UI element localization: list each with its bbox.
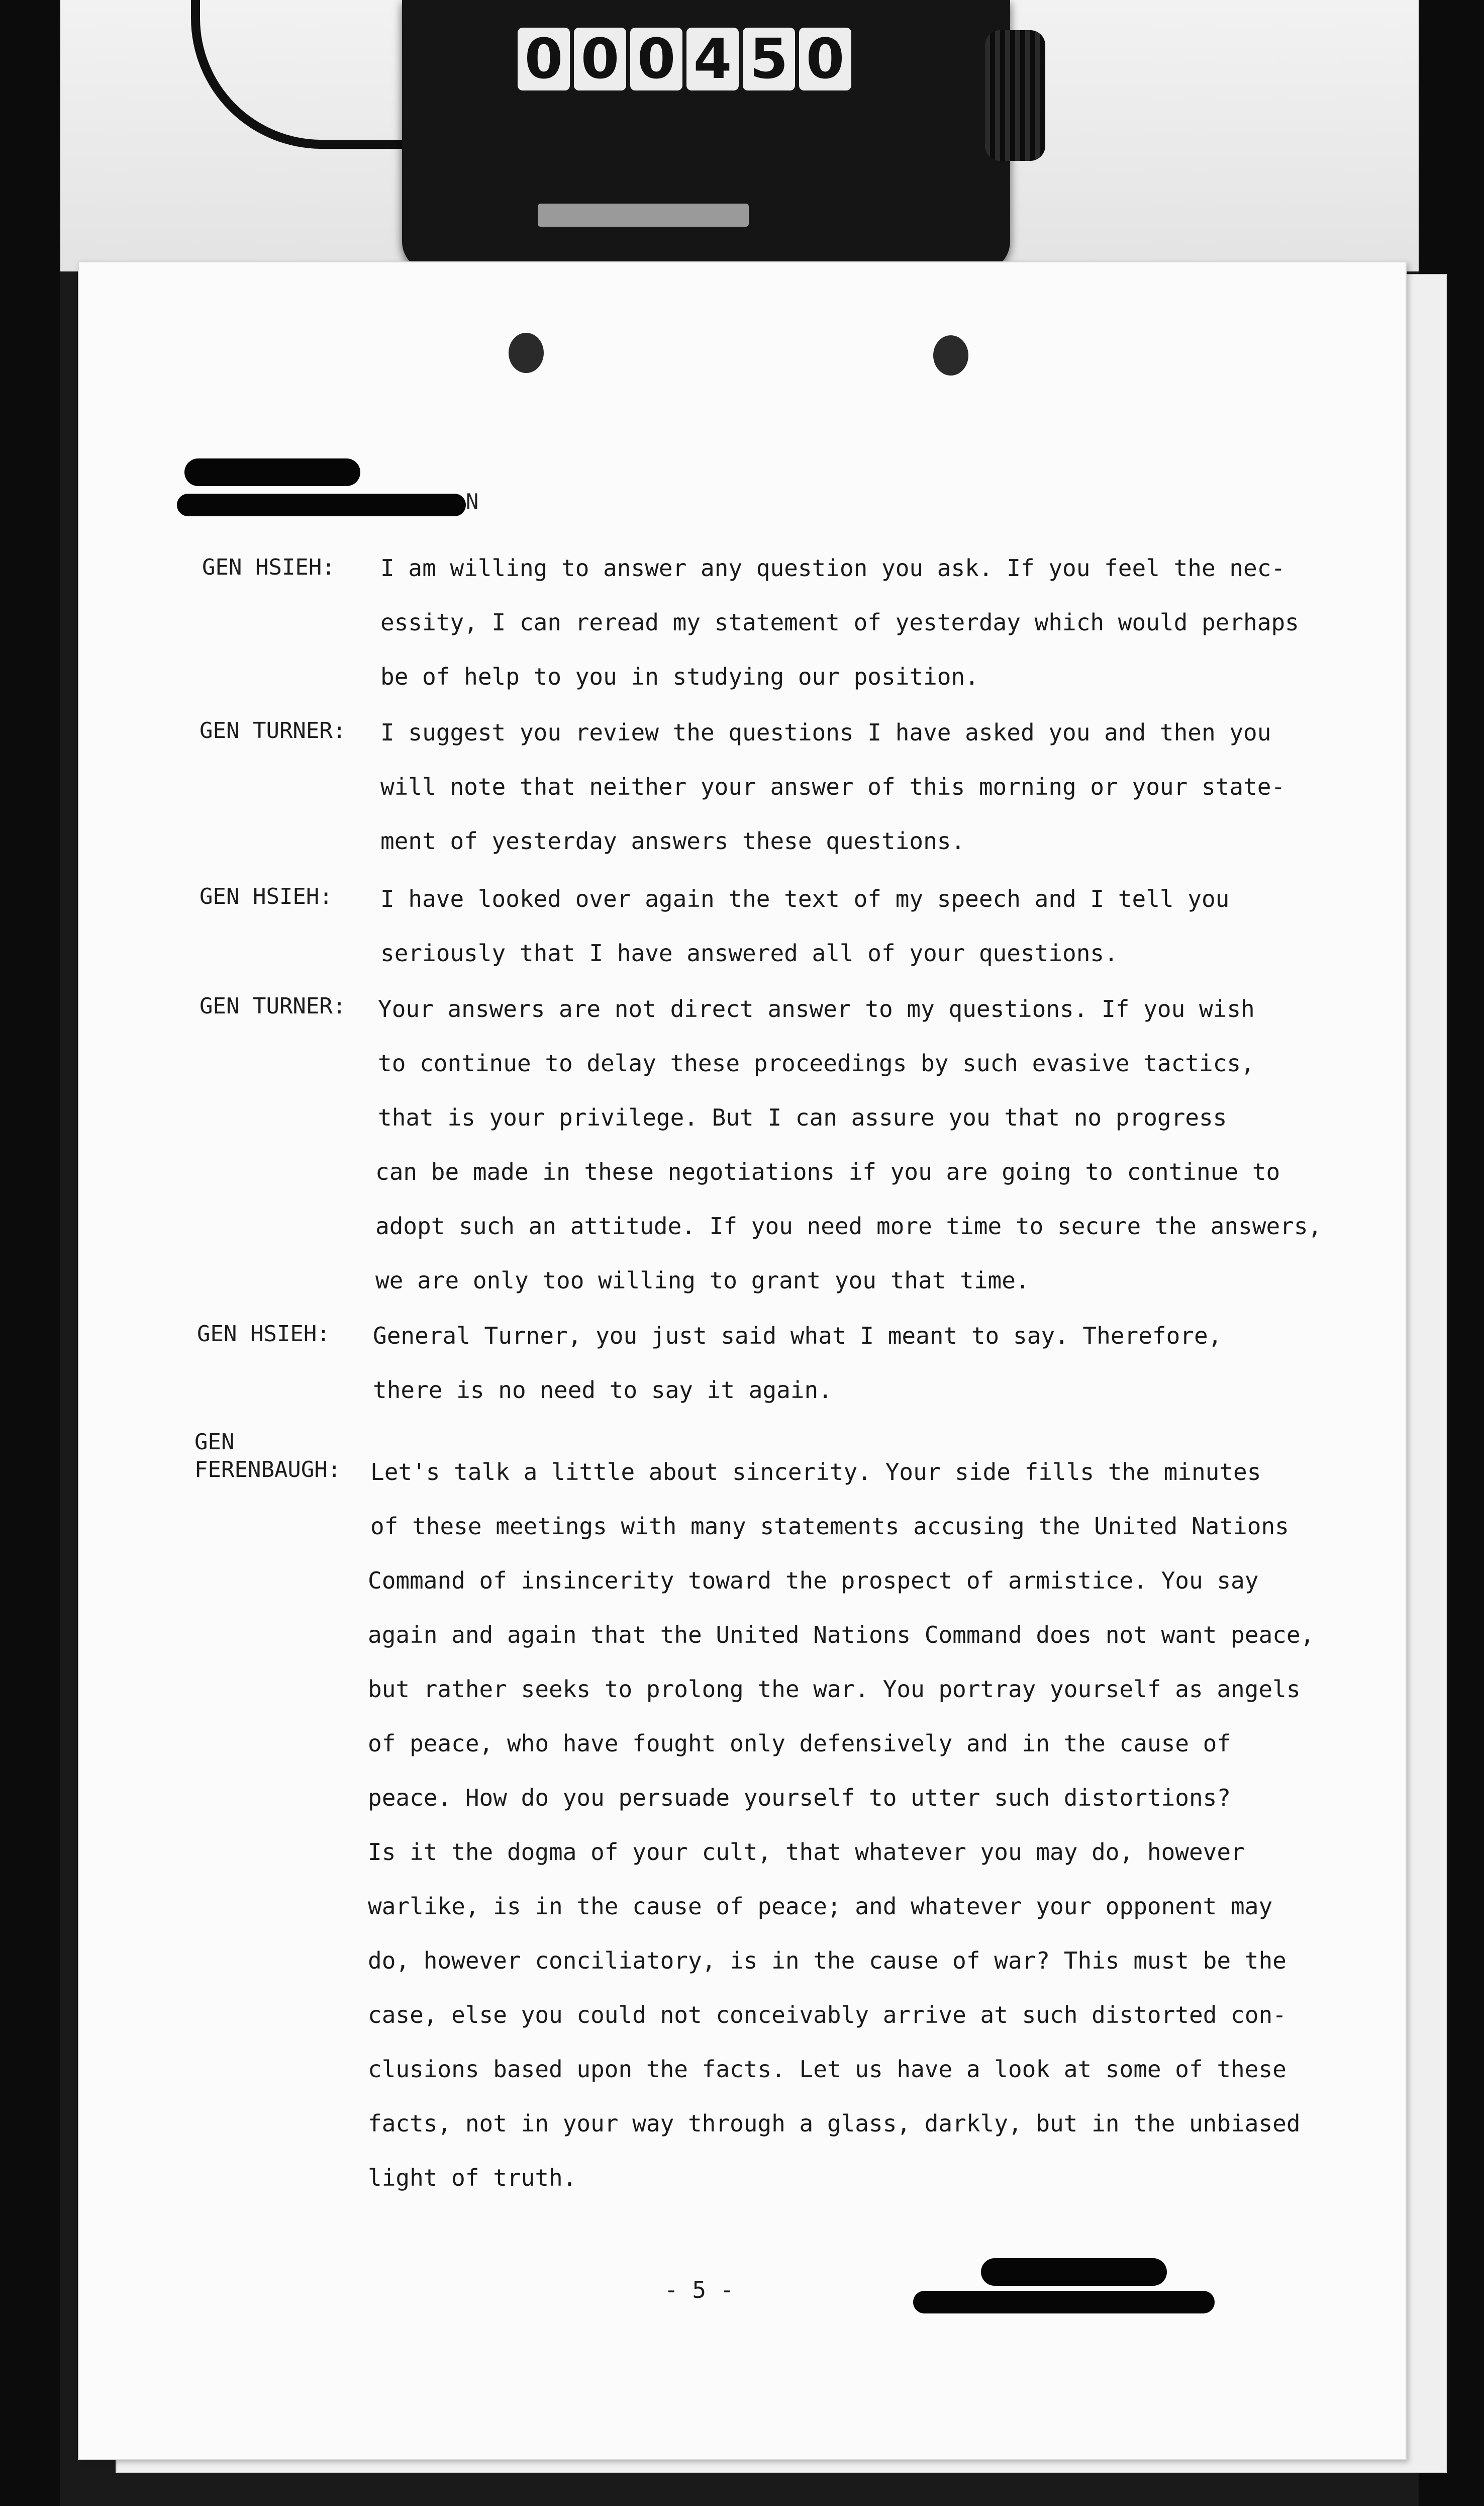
counter-label-plate [538,204,749,227]
speaker-label: GEN TURNER: [200,993,346,1019]
transcript-line: warlike, is in the cause of peace; and whatever your opponent may [368,1893,1273,1920]
speaker-label: FERENBAUGH: [194,1457,341,1482]
speaker-label: GEN [194,1429,235,1455]
counter-digit: 5 [743,28,795,90]
transcript-line: facts, not in your way through a glass, darkly, but in the unbiased [368,2110,1301,2137]
transcript-line: of these meetings with many statements accusing the United Nations [370,1513,1289,1540]
classification-fragment: N [466,489,479,514]
transcript-line: light of truth. [368,2164,577,2191]
counter-digit: 0 [574,28,626,90]
speaker-label: GEN HSIEH: [200,884,333,909]
transcript-line: of peace, who have fought only defensively and in the cause of [368,1730,1231,1757]
transcript-line: can be made in these negotiations if you are going to continue to [375,1158,1280,1185]
transcript-line: I am willing to answer any question you ask. If you feel the nec- [380,554,1285,582]
frame-counter [518,28,851,90]
transcript-line: Your answers are not direct answer to my questions. If you wish [378,995,1255,1023]
transcript-line: General Turner, you just said what I meant to say. Therefore, [373,1322,1222,1349]
redaction-mark [913,2291,1215,2313]
redaction-mark [184,458,360,486]
transcript-line: to continue to delay these proceedings by such evasive tactics, [378,1050,1255,1077]
transcript-line: ment of yesterday answers these questions. [380,827,965,855]
transcript-line: do, however conciliatory, is in the cause of war? This must be the [368,1947,1287,1974]
transcript-line: Let's talk a little about sincerity. Your side fills the minutes [370,1458,1261,1486]
transcript-line: Command of insincerity toward the prospect of armistice. You say [368,1567,1259,1594]
redaction-mark [981,2258,1167,2286]
page-number: - 5 - [664,2276,734,2303]
transcript-line: peace. How do you persuade yourself to utter such distortions? [368,1784,1231,1811]
speaker-label: GEN TURNER: [200,718,346,744]
transcript-line: but rather seeks to prolong the war. You portray yourself as angels [368,1676,1301,1703]
transcript-line: there is no need to say it again. [373,1376,832,1404]
speaker-label: GEN HSIEH: [197,1321,330,1347]
transcript-line: case, else you could not conceivably arrive at such distorted con- [368,2001,1287,2028]
counter-digit: 0 [518,28,570,90]
counter-digit: 0 [630,28,682,90]
transcript-line: adopt such an attitude. If you need more time to secure the answers, [375,1213,1322,1240]
punch-hole-icon [509,333,544,373]
transcript-line: essity, I can reread my statement of yesterday which would perhaps [380,609,1299,636]
speaker-label: GEN HSIEH: [202,554,335,580]
transcript-line: I have looked over again the text of my speech and I tell you [380,885,1230,912]
transcript-line: we are only too willing to grant you that time. [375,1267,1030,1294]
film-edge-left [0,0,60,2506]
transcript-line: again and again that the United Nations Command does not want peace, [368,1621,1315,1648]
transcript-line: I suggest you review the questions I have asked you and then you [380,719,1271,746]
transcript-line: be of help to you in studying our position. [380,663,979,690]
transcript-line: will note that neither your answer of this morning or your state- [380,773,1285,800]
transcript-line: Is it the dogma of your cult, that whatever you may do, however [368,1838,1245,1866]
counter-digit: 4 [686,28,739,90]
transcript-line: seriously that I have answered all of your questions. [380,940,1118,967]
counter-digit: 0 [799,28,851,90]
redaction-mark [177,494,466,516]
document-page [78,261,1407,2460]
punch-hole-icon [933,335,968,376]
transcript-line: that is your privilege. But I can assure you that no progress [378,1104,1227,1131]
transcript-line: clusions based upon the facts. Let us have a look at some of these [368,2056,1287,2083]
counter-wheel-icon [985,30,1045,161]
